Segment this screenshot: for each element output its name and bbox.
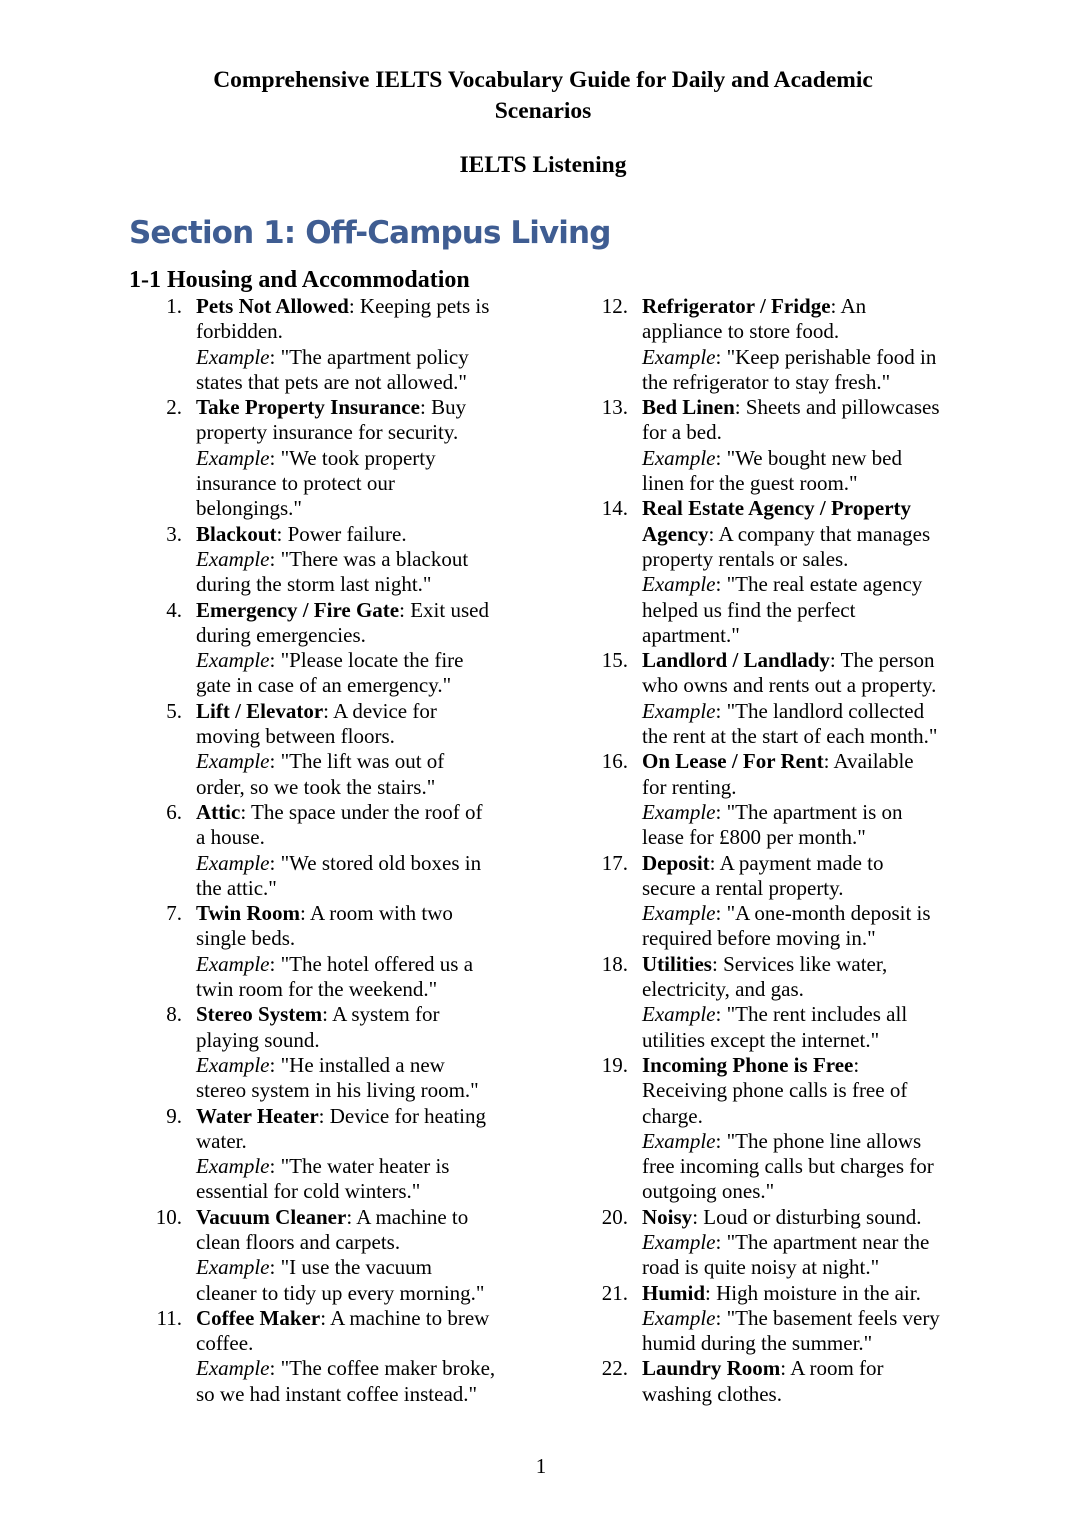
- vocabulary-entry: [150, 598, 520, 699]
- vocabulary-entry: [596, 1356, 976, 1407]
- entry-example-line: order, so we took the stairs.": [196, 774, 436, 799]
- entry-example-line: Example: "We stored old boxes in: [196, 850, 482, 875]
- vocabulary-entry: [596, 1053, 976, 1205]
- entry-definition-line: Water Heater: Device for heating: [196, 1103, 486, 1128]
- entry-example-line: road is quite noisy at night.": [642, 1255, 880, 1280]
- entry-definition-line: charge.: [642, 1103, 703, 1128]
- entry-number: 14.: [601, 496, 628, 521]
- example-label: Example: [196, 648, 270, 673]
- entry-term: Emergency / Fire Gate: [196, 597, 400, 622]
- vocabulary-entry: [150, 1002, 520, 1103]
- entry-number: 10.: [155, 1204, 182, 1229]
- entry-definition-line: Humid: High moisture in the air.: [642, 1280, 921, 1305]
- example-label: Example: [196, 1255, 270, 1280]
- entry-example: "The landlord collected: [726, 698, 925, 723]
- entry-example-line: Example: "The rent includes all: [642, 1002, 908, 1027]
- entry-definition-line: Receiving phone calls is free of: [642, 1078, 908, 1103]
- entry-term: Refrigerator / Fridge: [642, 294, 831, 318]
- example-label: Example: [196, 1052, 270, 1077]
- entry-example-line: the refrigerator to stay fresh.": [642, 369, 891, 394]
- entry-example: "Keep perishable food in: [726, 344, 937, 369]
- vocabulary-entry: [596, 1281, 976, 1357]
- entry-definition-line: playing sound.: [196, 1027, 320, 1052]
- entry-number: 7.: [166, 901, 182, 926]
- entry-definition-line: a house.: [196, 825, 265, 850]
- example-label: Example: [196, 749, 270, 774]
- example-label: Example: [642, 698, 716, 723]
- entry-example-line: linen for the guest room.": [642, 471, 858, 496]
- entry-example-line: the rent at the start of each month.": [642, 724, 938, 749]
- entry-term: Water Heater: [196, 1103, 319, 1128]
- entry-body: [196, 1002, 520, 1103]
- example-label: Example: [642, 1229, 716, 1254]
- entry-example-line: Example: "The basement feels very: [642, 1305, 940, 1330]
- entry-definition-line: Vacuum Cleaner: A machine to: [196, 1204, 469, 1229]
- entry-term: Utilities: [642, 951, 712, 976]
- entry-term: Agency: [642, 521, 709, 546]
- entry-body: [196, 1205, 520, 1306]
- example-label: Example: [196, 546, 270, 571]
- entry-example: "The hotel offered us a: [280, 951, 474, 976]
- entry-definition-line: during emergencies.: [196, 622, 366, 647]
- entry-definition-line: Lift / Elevator: A device for: [196, 698, 437, 723]
- vocabulary-list-right-column: [596, 294, 976, 1407]
- entry-example-line: lease for £800 per month.": [642, 825, 866, 850]
- entry-definition: An: [840, 294, 867, 318]
- entry-definition-line: moving between floors.: [196, 724, 395, 749]
- entry-example: "I use the vacuum: [280, 1255, 433, 1280]
- vocabulary-entry: [150, 699, 520, 800]
- entry-body: [196, 1104, 520, 1205]
- entry-example: "The apartment policy: [280, 344, 469, 369]
- entry-definition-line: Blackout: Power failure.: [196, 521, 407, 546]
- entry-example-line: cleaner to tidy up every morning.": [196, 1280, 485, 1305]
- entry-definition: A room for: [790, 1356, 884, 1381]
- entry-number: 9.: [166, 1103, 182, 1128]
- vocabulary-entry: [596, 749, 976, 850]
- entry-example-line: Example: "The hotel offered us a: [196, 951, 474, 976]
- entry-definition: A room with two: [309, 901, 453, 926]
- entry-term-line: Agency: A company that manages: [642, 521, 931, 546]
- entry-definition-line: electricity, and gas.: [642, 977, 804, 1002]
- entry-number: 15.: [601, 648, 628, 673]
- example-label: Example: [196, 344, 270, 369]
- entry-example-line: required before moving in.": [642, 926, 876, 951]
- entry-example: "The coffee maker broke,: [280, 1356, 496, 1381]
- entry-example-line: utilities except the internet.": [642, 1027, 880, 1052]
- entry-number: 20.: [601, 1204, 628, 1229]
- entry-body: [642, 952, 976, 1053]
- entry-definition: Exit used: [410, 597, 489, 622]
- entry-term: Attic: [196, 799, 241, 824]
- entry-term: Real Estate Agency / Property: [642, 496, 912, 521]
- entry-definition-line: Incoming Phone is Free:: [642, 1052, 860, 1077]
- entry-example: "The apartment is on: [726, 799, 903, 824]
- entry-definition: A system for: [332, 1002, 440, 1027]
- entry-term: On Lease / For Rent: [642, 749, 824, 774]
- entry-definition-line: coffee.: [196, 1331, 254, 1356]
- entry-body: [196, 1306, 520, 1407]
- entry-definition-line: Bed Linen: Sheets and pillowcases: [642, 395, 940, 420]
- entry-example-line: the attic.": [196, 875, 277, 900]
- entry-example: "We stored old boxes in: [280, 850, 482, 875]
- entry-example-line: Example: "He installed a new: [196, 1052, 445, 1077]
- entry-definition: A machine to brew: [330, 1305, 490, 1330]
- entry-term: Landlord / Landlady: [642, 648, 830, 673]
- example-label: Example: [196, 951, 270, 976]
- entry-term: Pets Not Allowed: [196, 294, 349, 318]
- entry-definition-line: for renting.: [642, 774, 737, 799]
- entry-example-line: free incoming calls but charges for: [642, 1154, 934, 1179]
- entry-example-line: insurance to protect our: [196, 471, 395, 496]
- entry-number: 18.: [601, 951, 628, 976]
- title-line: Comprehensive IELTS Vocabulary Guide for Daily and Academic: [213, 67, 873, 93]
- entry-definition-line: Attic: The space under the roof of: [196, 799, 483, 824]
- entry-number: 2.: [166, 395, 182, 420]
- entry-number: 19.: [601, 1052, 628, 1077]
- vocabulary-entry: [150, 395, 520, 521]
- entry-body: [642, 1053, 976, 1205]
- entry-definition-line: Take Property Insurance: Buy: [196, 395, 467, 420]
- entry-definition: Buy: [431, 395, 467, 420]
- entry-example-line: Example: "The apartment policy: [196, 344, 469, 369]
- entry-example-line: belongings.": [196, 496, 302, 521]
- entry-definition: Available: [833, 749, 914, 774]
- entry-number: 22.: [601, 1356, 628, 1381]
- entry-definition-line: water.: [196, 1128, 247, 1153]
- entry-example-line: Example: "A one-month deposit is: [642, 901, 931, 926]
- entry-definition-line: washing clothes.: [642, 1381, 782, 1406]
- vocabulary-entry: [596, 648, 976, 749]
- entry-example-line: Example: "There was a blackout: [196, 546, 469, 571]
- entry-definition-line: for a bed.: [642, 420, 722, 445]
- entry-definition-line: Deposit: A payment made to: [642, 850, 884, 875]
- example-label: Example: [196, 850, 270, 875]
- entry-term: Humid: [642, 1280, 706, 1305]
- entry-example-line: Example: "The real estate agency: [642, 572, 923, 597]
- vocabulary-entry: [596, 496, 976, 648]
- entry-term: Twin Room: [196, 901, 301, 926]
- example-label: Example: [196, 445, 270, 470]
- entry-number: 13.: [601, 395, 628, 420]
- entry-example-line: humid during the summer.": [642, 1331, 873, 1356]
- entry-example: "The rent includes all: [726, 1002, 908, 1027]
- vocabulary-entry: [596, 294, 976, 395]
- document-subtitle: IELTS Listening: [459, 152, 627, 178]
- entry-definition: The person: [840, 648, 935, 673]
- entry-example: "There was a blackout: [280, 546, 469, 571]
- entry-term-line: [642, 496, 976, 521]
- entry-definition-line: secure a rental property.: [642, 875, 844, 900]
- entry-definition: Services like water,: [723, 951, 888, 976]
- entry-example-line: helped us find the perfect: [642, 597, 856, 622]
- entry-definition: The space under the roof of: [251, 799, 483, 824]
- entry-number: 16.: [601, 749, 628, 774]
- entry-body: [642, 496, 976, 648]
- entry-example-line: stereo system in his living room.": [196, 1078, 479, 1103]
- entry-number: 6.: [166, 799, 182, 824]
- entry-definition-line: Twin Room: A room with two: [196, 901, 453, 926]
- entry-definition: Device for heating: [329, 1103, 486, 1128]
- entry-example-line: twin room for the weekend.": [196, 977, 438, 1002]
- entry-body: [642, 1205, 976, 1281]
- entry-body: [642, 851, 976, 952]
- entry-definition-line: Noisy: Loud or disturbing sound.: [642, 1204, 922, 1229]
- entry-body: [642, 648, 976, 749]
- entry-example: "The water heater is: [280, 1154, 450, 1179]
- entry-term: Coffee Maker: [196, 1305, 321, 1330]
- example-label: Example: [196, 1356, 270, 1381]
- entry-term: Stereo System: [196, 1002, 323, 1027]
- entry-number: 3.: [166, 521, 182, 546]
- entry-body: [642, 395, 976, 496]
- entry-definition-line: single beds.: [196, 926, 296, 951]
- entry-definition-line: Landlord / Landlady: The person: [642, 648, 935, 673]
- entry-definition-line: Emergency / Fire Gate: Exit used: [196, 597, 489, 622]
- entry-example: "We took property: [280, 445, 436, 470]
- entry-definition-line: property insurance for security.: [196, 420, 459, 445]
- entry-definition-line: property rentals or sales.: [642, 546, 849, 571]
- entry-example-line: Example: "We bought new bed: [642, 445, 903, 470]
- vocabulary-entry: [150, 800, 520, 901]
- entry-example-line: states that pets are not allowed.": [196, 369, 467, 394]
- entry-term: Noisy: [642, 1204, 693, 1229]
- entry-definition-line: who owns and rents out a property.: [642, 673, 937, 698]
- entry-term: Blackout: [196, 521, 277, 546]
- entry-example-line: during the storm last night.": [196, 572, 432, 597]
- entry-body: [642, 1281, 976, 1357]
- entry-example-line: Example: "The water heater is: [196, 1154, 450, 1179]
- entry-example-line: Example: "The lift was out of: [196, 749, 445, 774]
- entry-example: "The basement feels very: [726, 1305, 940, 1330]
- example-label: Example: [642, 1002, 716, 1027]
- sub-heading: 1-1 Housing and Accommodation: [129, 267, 470, 293]
- entry-term: Laundry Room: [642, 1356, 781, 1381]
- entry-definition-line: appliance to store food.: [642, 319, 840, 344]
- example-label: Example: [642, 1305, 716, 1330]
- entry-body: [196, 294, 520, 395]
- entry-body: [196, 901, 520, 1002]
- entry-number: 17.: [601, 850, 628, 875]
- entry-term: Lift / Elevator: [196, 698, 324, 723]
- entry-example: "A one-month deposit is: [726, 901, 931, 926]
- entry-example-line: apartment.": [642, 622, 740, 647]
- example-label: Example: [642, 901, 716, 926]
- entry-example: "The apartment near the: [726, 1229, 930, 1254]
- entry-definition-line: Laundry Room: A room for: [642, 1356, 884, 1381]
- entry-definition-line: On Lease / For Rent: Available: [642, 749, 914, 774]
- entry-definition: A payment made to: [719, 850, 884, 875]
- entry-example-line: Example: "The landlord collected: [642, 698, 925, 723]
- entry-number: 5.: [166, 698, 182, 723]
- entry-body: [642, 749, 976, 850]
- vocabulary-entry: [150, 294, 520, 395]
- title-line: Scenarios: [494, 98, 592, 124]
- entry-definition: Keeping pets is: [359, 294, 490, 318]
- entry-term: Deposit: [642, 850, 710, 875]
- entry-number: 8.: [166, 1002, 182, 1027]
- entry-example-line: gate in case of an emergency.": [196, 673, 452, 698]
- entry-body: [642, 294, 976, 395]
- entry-example: "The lift was out of: [280, 749, 445, 774]
- document-title: [130, 65, 956, 127]
- example-label: Example: [642, 445, 716, 470]
- page-number: 1: [535, 1454, 547, 1478]
- entry-body: [196, 598, 520, 699]
- section-heading: Section 1: Off-Campus Living: [129, 215, 611, 251]
- entry-definition-line: forbidden.: [196, 319, 283, 344]
- example-label: Example: [642, 799, 716, 824]
- entry-definition: High moisture in the air.: [716, 1280, 921, 1305]
- entry-definition-line: clean floors and carpets.: [196, 1229, 401, 1254]
- entry-example-line: Example: "We took property: [196, 445, 436, 470]
- entry-definition: A company that manages: [718, 521, 931, 546]
- entry-example-line: Example: "Please locate the fire: [196, 648, 464, 673]
- entry-example-line: Example: "The apartment is on: [642, 799, 903, 824]
- entry-example: "He installed a new: [280, 1052, 445, 1077]
- entry-example-line: Example: "The phone line allows: [642, 1128, 922, 1153]
- example-label: Example: [642, 572, 716, 597]
- entry-example-line: outgoing ones.": [642, 1179, 775, 1204]
- entry-term: Incoming Phone is Free: [642, 1052, 854, 1077]
- entry-number: 12.: [601, 294, 628, 318]
- vocabulary-entry: [596, 1205, 976, 1281]
- entry-number: 21.: [601, 1280, 628, 1305]
- example-label: Example: [642, 344, 716, 369]
- vocabulary-entry: [150, 1306, 520, 1407]
- entry-example-line: essential for cold winters.": [196, 1179, 421, 1204]
- example-label: Example: [196, 1154, 270, 1179]
- entry-definition-line: Coffee Maker: A machine to brew: [196, 1305, 490, 1330]
- entry-definition: Loud or disturbing sound.: [703, 1204, 922, 1229]
- entry-term: Take Property Insurance: [196, 395, 421, 420]
- entry-example-line: so we had instant coffee instead.": [196, 1381, 478, 1406]
- entry-body: [642, 1356, 976, 1407]
- vocabulary-entry: [596, 395, 976, 496]
- entry-definition: A device for: [333, 698, 437, 723]
- entry-definition-line: Stereo System: A system for: [196, 1002, 440, 1027]
- vocabulary-list-left-column: [150, 294, 520, 1407]
- entry-example-line: Example: "The coffee maker broke,: [196, 1356, 496, 1381]
- entry-term: Vacuum Cleaner: [196, 1204, 347, 1229]
- entry-number: 4.: [166, 597, 182, 622]
- entry-number: 1.: [166, 294, 182, 318]
- entry-example: "We bought new bed: [726, 445, 903, 470]
- entry-body: [196, 800, 520, 901]
- vocabulary-entry: [596, 952, 976, 1053]
- entry-example: "Please locate the fire: [280, 648, 464, 673]
- entry-term: Bed Linen: [642, 395, 735, 420]
- entry-example: "The phone line allows: [726, 1128, 922, 1153]
- entry-definition-line: Pets Not Allowed: Keeping pets is: [196, 294, 490, 318]
- vocabulary-entry: [150, 1104, 520, 1205]
- entry-number: 11.: [156, 1305, 182, 1330]
- entry-example-line: Example: "Keep perishable food in: [642, 344, 937, 369]
- entry-definition: Power failure.: [287, 521, 407, 546]
- vocabulary-entry: [596, 851, 976, 952]
- entry-definition: Sheets and pillowcases: [745, 395, 940, 420]
- vocabulary-entry: [150, 522, 520, 598]
- example-label: Example: [642, 1128, 716, 1153]
- entry-example-line: Example: "I use the vacuum: [196, 1255, 433, 1280]
- entry-example-line: Example: "The apartment near the: [642, 1229, 930, 1254]
- entry-body: [196, 395, 520, 521]
- entry-definition-line: Utilities: Services like water,: [642, 951, 888, 976]
- entry-body: [196, 522, 520, 598]
- vocabulary-entry: [150, 901, 520, 1002]
- vocabulary-entry: [150, 1205, 520, 1306]
- entry-body: [196, 699, 520, 800]
- entry-definition-line: Refrigerator / Fridge: An: [642, 294, 867, 318]
- entry-example: "The real estate agency: [726, 572, 923, 597]
- entry-definition: A machine to: [356, 1204, 469, 1229]
